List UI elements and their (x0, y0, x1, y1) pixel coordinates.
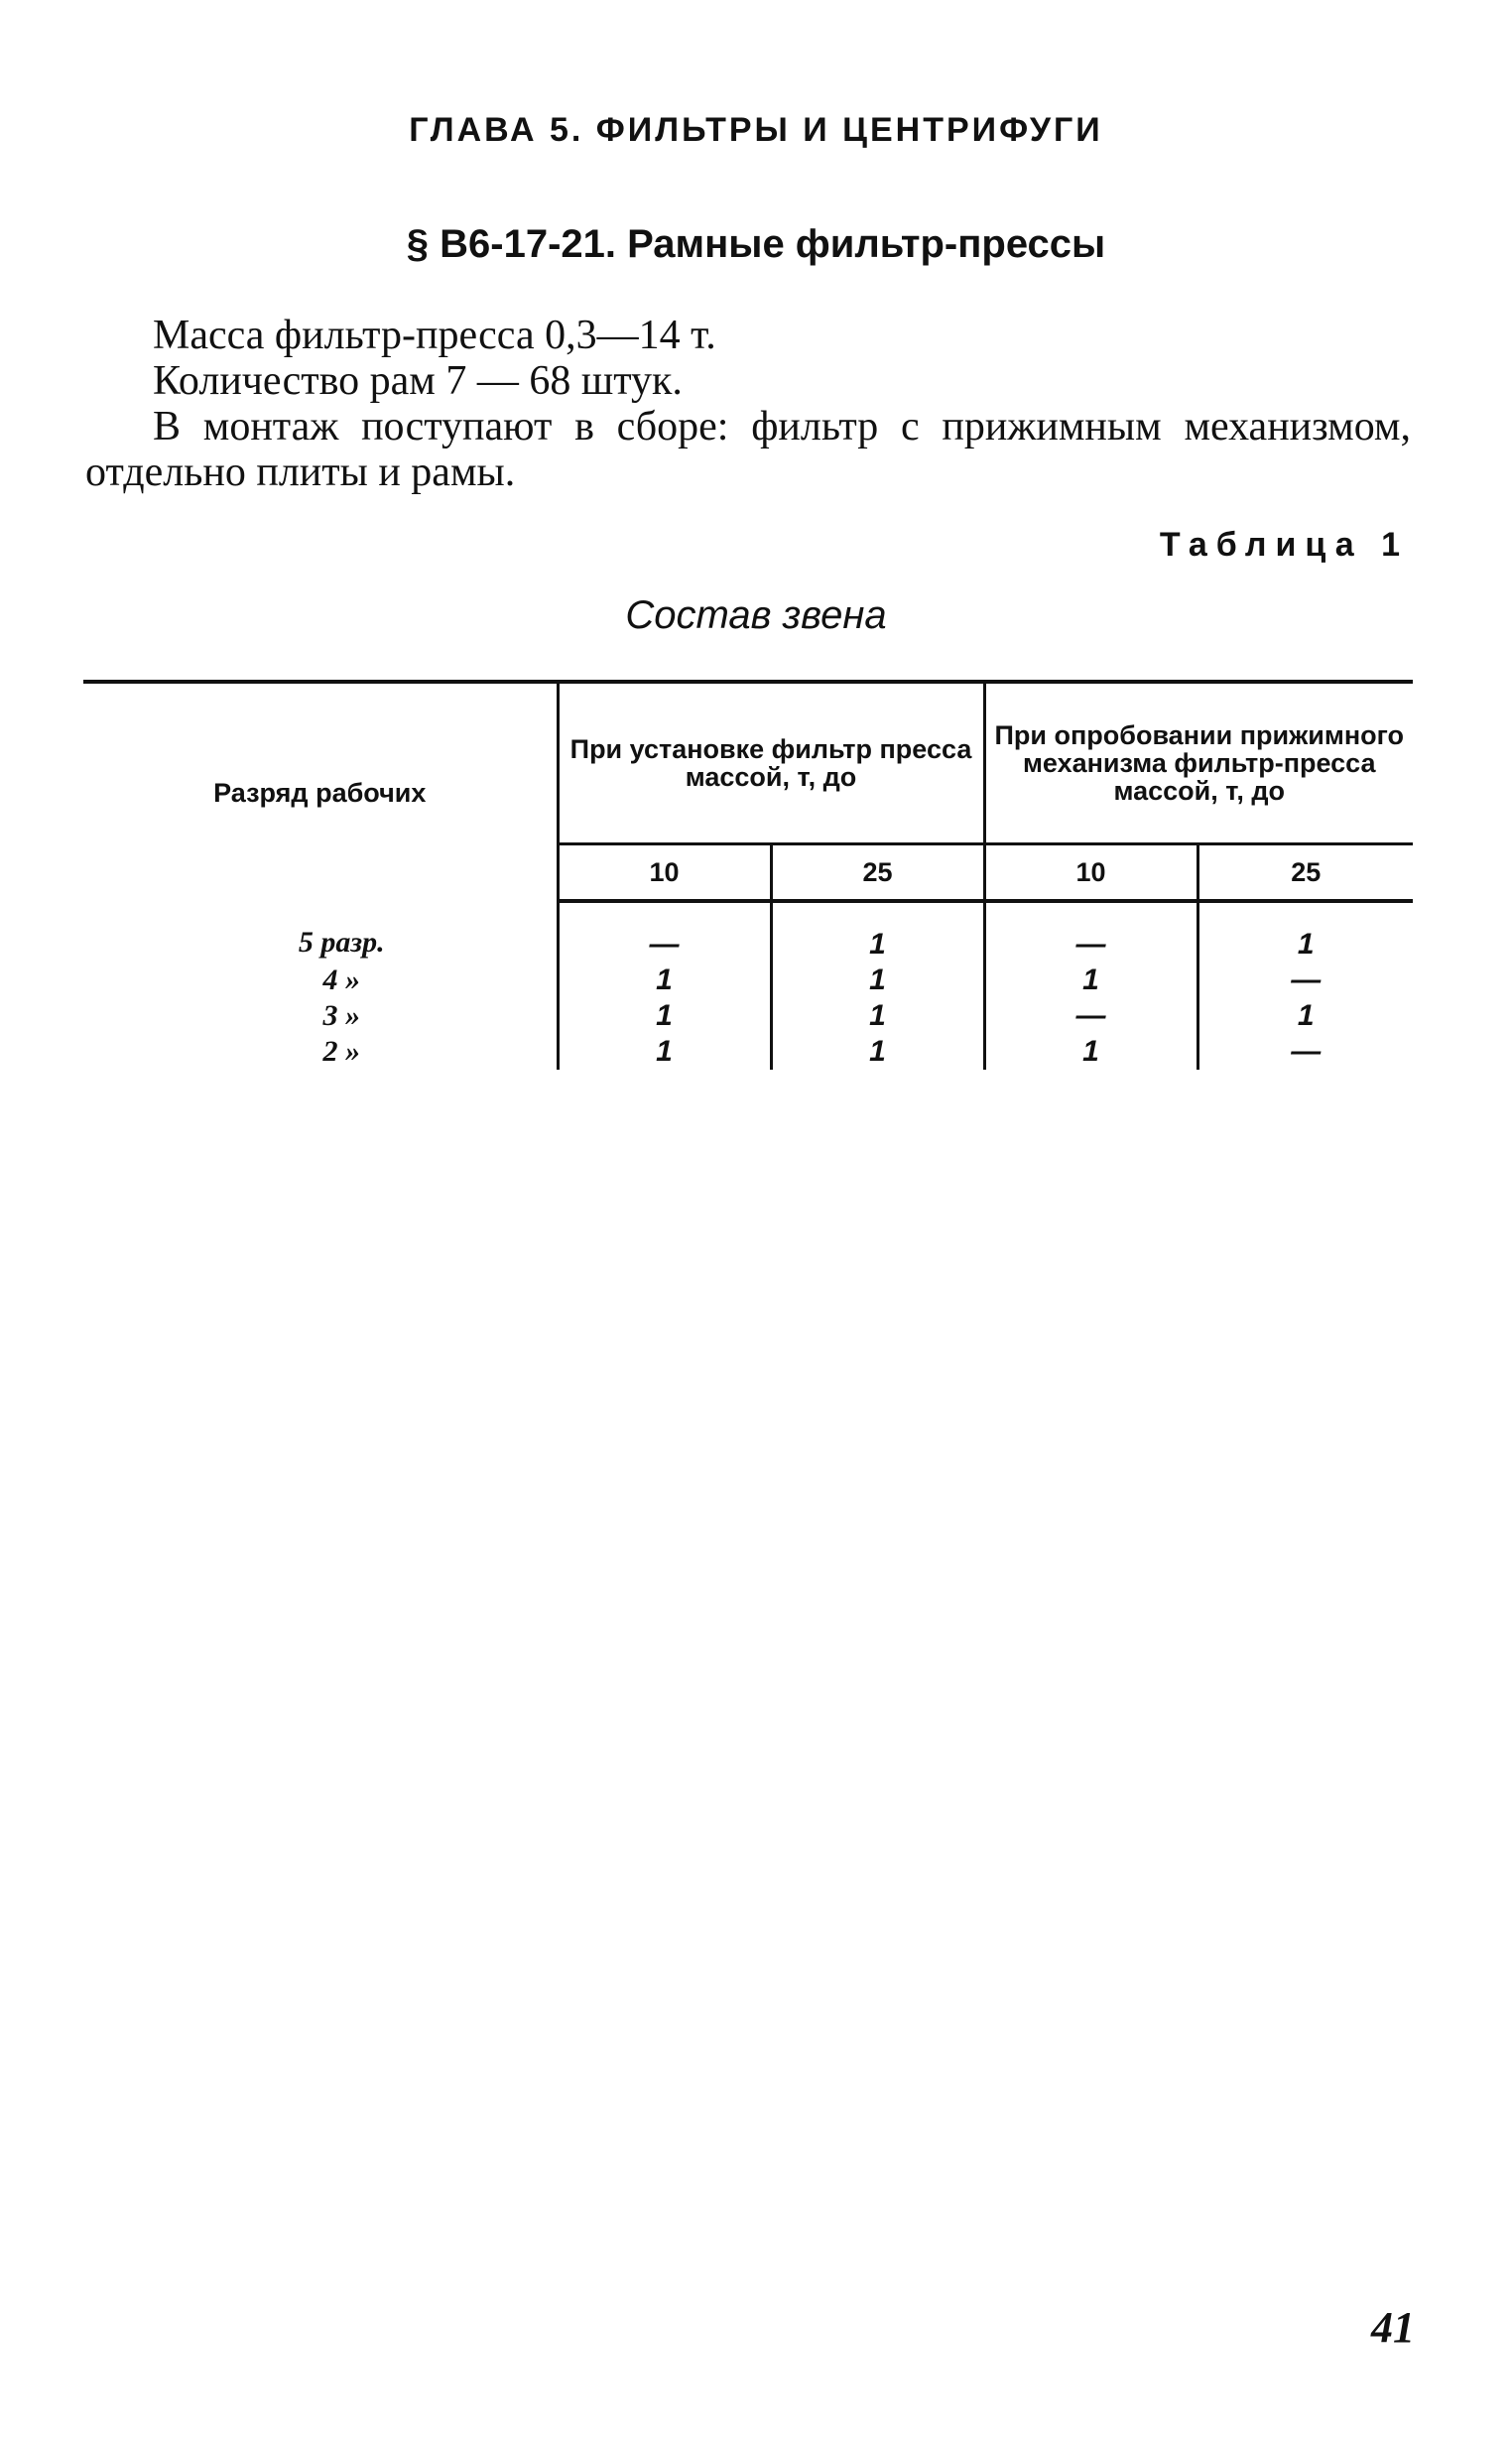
page-number: 41 (1371, 2303, 1415, 2352)
table-cell: 1 (1197, 998, 1413, 1034)
table-row (83, 963, 1413, 998)
table-cell: 1 (984, 1034, 1197, 1070)
paragraph-delivery: В монтаж поступают в сборе: фильтр с прижимным механизмом, отдельно плиты и рамы. (85, 404, 1411, 495)
table-cell: 1 (771, 963, 984, 998)
subheader-cell: 10 (558, 844, 771, 902)
rank-cell: 5 разр. (298, 926, 385, 959)
rank-cell: 2 » (322, 1035, 360, 1068)
table-cell: 1 (984, 963, 1197, 998)
table-cell: 1 (558, 963, 771, 998)
table-cell: 1 (558, 998, 771, 1034)
table-cell: — (558, 901, 771, 963)
paragraph-mass: Масса фильтр-пресса 0,3—14 т. (153, 313, 716, 358)
table-row (83, 1034, 1413, 1070)
table-cell: 1 (1197, 901, 1413, 963)
table-cell: — (984, 998, 1197, 1034)
subheader-cell: 25 (771, 844, 984, 902)
table-cell: — (1197, 1034, 1413, 1070)
body-text (85, 313, 1411, 495)
table-cell: 1 (771, 998, 984, 1034)
testing-group-header: При опробовании прижимного механизма фильтр-пресса массой, т, до (984, 682, 1413, 844)
subheader-cell: 25 (1197, 844, 1413, 902)
chapter-title: ГЛАВА 5. ФИЛЬТРЫ И ЦЕНТРИФУГИ (409, 111, 1103, 149)
table-number: Таблица 1 (1159, 526, 1409, 564)
crew-table (83, 680, 1413, 1070)
rank-cell: 4 » (322, 964, 360, 996)
rank-column-header: Разряд рабочих (83, 682, 558, 901)
section-title: § В6-17-21. Рамные фильтр-прессы (406, 222, 1106, 266)
subheader-cell: 10 (984, 844, 1197, 902)
table-cell: — (1197, 963, 1413, 998)
table-title: Состав звена (625, 593, 887, 637)
table-cell: 1 (771, 1034, 984, 1070)
table-cell: — (984, 901, 1197, 963)
installation-group-header: При установке фильтр пресса массой, т, до (558, 682, 984, 844)
rank-cell: 3 » (322, 999, 360, 1032)
table-row (83, 901, 1413, 963)
paragraph-frames: Количество рам 7 — 68 штук. (153, 358, 683, 404)
table-cell: 1 (771, 901, 984, 963)
table-cell: 1 (558, 1034, 771, 1070)
table-row (83, 998, 1413, 1034)
